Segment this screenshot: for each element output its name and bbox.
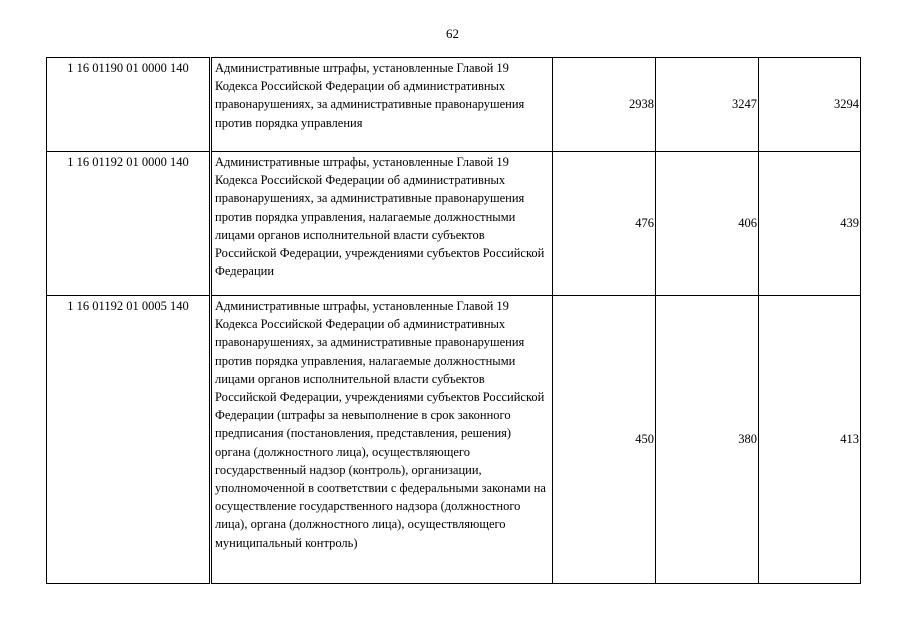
amount-year3-cell: 413	[759, 296, 861, 584]
amount-year1-cell: 2938	[553, 58, 656, 152]
table-row	[47, 58, 861, 152]
amount-year2-cell: 380	[656, 296, 759, 584]
amount-year2-cell: 3247	[656, 58, 759, 152]
budget-table	[46, 57, 861, 584]
income-name-cell: Административные штрафы, установленные Главой 19 Кодекса Российской Федерации об административных правонарушениях, за административные правонарушения против порядка управления	[211, 58, 553, 152]
income-name-cell: Административные штрафы, установленные Главой 19 Кодекса Российской Федерации об административных правонарушениях, за административные правонарушения против порядка управления, налагаемые должностными лицами органов исполнительной власти субъектов Российской Федерации, учреждениями субъектов Российской Федерации (штрафы за невыполнение в срок законного предписания (постановления, представления, решения) органа (должностного лица), осуществляющего государственный надзор (контроль), организации, уполномоченной в соответствии с федеральными законами на осуществление государственного надзора (должностного лица), органа (должностного лица), осуществляющего муниципальный контроль)	[211, 296, 553, 584]
amount-year3-cell: 3294	[759, 58, 861, 152]
amount-year3-cell: 439	[759, 152, 861, 296]
page-number: 62	[446, 26, 459, 41]
budget-code-cell: 1 16 01190 01 0000 140	[47, 58, 211, 152]
income-name-cell: Административные штрафы, установленные Главой 19 Кодекса Российской Федерации об административных правонарушениях, за административные правонарушения против порядка управления, налагаемые должностными лицами органов исполнительной власти субъектов Российской Федерации, учреждениями субъектов Российской Федерации	[211, 152, 553, 296]
budget-code-cell: 1 16 01192 01 0000 140	[47, 152, 211, 296]
amount-year1-cell: 450	[553, 296, 656, 584]
budget-code-cell: 1 16 01192 01 0005 140	[47, 296, 211, 584]
table-row	[47, 152, 861, 296]
table-row	[47, 296, 861, 584]
amount-year2-cell: 406	[656, 152, 759, 296]
amount-year1-cell: 476	[553, 152, 656, 296]
